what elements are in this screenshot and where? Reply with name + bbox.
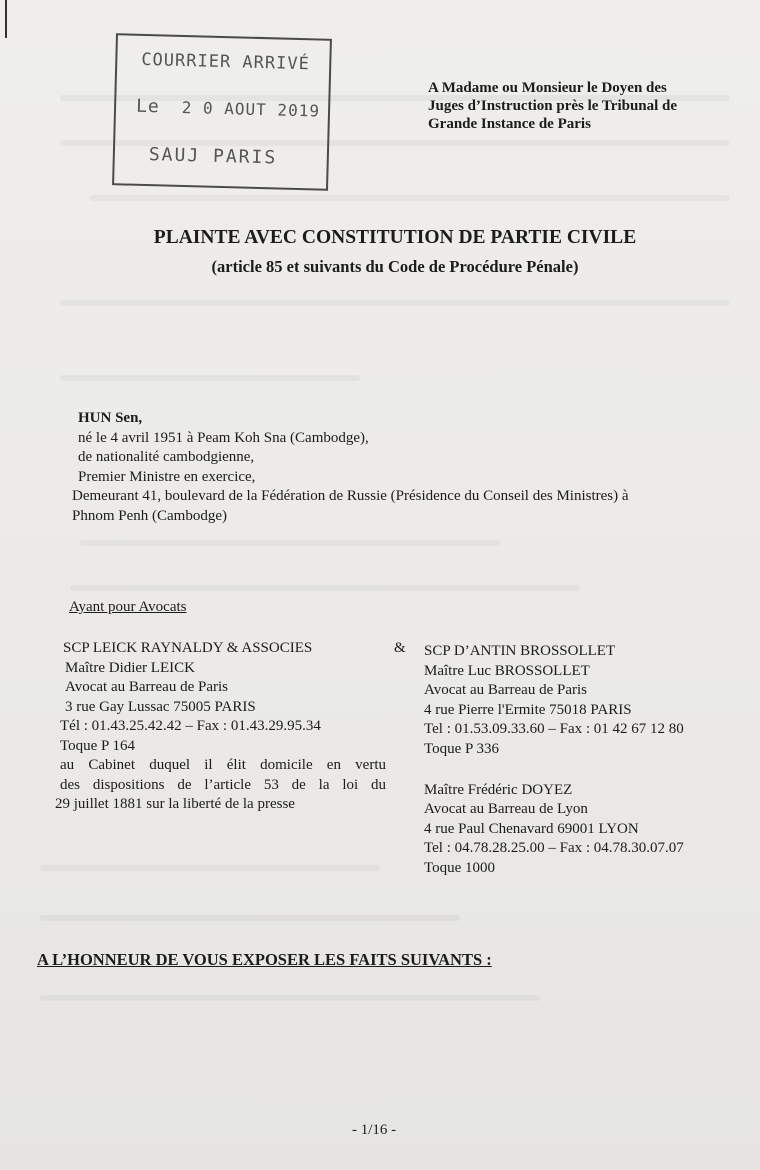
addressee-line: Grande Instance de Paris <box>428 116 591 132</box>
firm-toque-2: Toque 1000 <box>424 859 496 876</box>
spacer <box>424 760 754 781</box>
firm-name: SCP D’ANTIN BROSSOLLET <box>424 643 616 659</box>
bleed-through-line <box>40 995 540 1001</box>
lawyer-name-2: Maître Frédéric DOYEZ <box>424 781 573 798</box>
firm-toque: Toque P 336 <box>424 740 500 757</box>
lawyer-name: Maître Luc BROSSOLLET <box>424 662 590 679</box>
addressee-line: A Madame ou Monsieur le Doyen des <box>428 80 667 96</box>
plaintiff-name: HUN Sen, <box>78 410 143 426</box>
addressee-line: Juges d’Instruction près le Tribunal de <box>428 98 678 114</box>
bleed-through-line <box>40 865 380 871</box>
plaintiff-block <box>72 409 629 526</box>
lawyer-name: Maître Didier LEICK <box>65 659 195 676</box>
counsel-left-column <box>55 639 386 815</box>
stamp-line-2 <box>136 96 320 122</box>
domicile-line: au Cabinet duquel il élit domicile en vertu <box>60 757 386 773</box>
plaintiff-role: Premier Ministre en exercice, <box>78 468 256 485</box>
plaintiff-address-line-1: Demeurant 41, boulevard de la Fédération de Russie (Présidence du Conseil des Ministres) à <box>72 488 629 504</box>
bar-membership: Avocat au Barreau de Paris <box>65 679 228 695</box>
section-heading: A L’HONNEUR DE VOUS EXPOSER LES FAITS SUIVANTS : <box>37 950 492 969</box>
page-number: - 1/16 - <box>352 1122 397 1138</box>
firm-phone-fax-2: Tel : 04.78.28.25.00 – Fax : 04.78.30.07.07 <box>424 840 684 857</box>
ampersand: & <box>394 640 406 656</box>
bleed-through-line <box>40 915 460 921</box>
firm-phone-fax: Tel : 01.53.09.33.60 – Fax : 01 42 67 12 80 <box>424 721 684 738</box>
addressee-block <box>428 79 728 133</box>
firm-address-2: 4 rue Paul Chenavard 69001 LYON <box>424 820 639 837</box>
counsel-right-column <box>424 642 754 879</box>
document-subtitle: (article 85 et suivants du Code de Procédure Pénale) <box>211 257 579 276</box>
counsel-heading: Ayant pour Avocats <box>69 599 187 615</box>
firm-address: 3 rue Gay Lussac 75005 PARIS <box>65 698 256 715</box>
plaintiff-address-line-2: Phnom Penh (Cambodge) <box>72 507 227 524</box>
received-stamp <box>112 33 332 191</box>
bleed-through-line <box>90 195 730 201</box>
bleed-through-line <box>70 585 580 591</box>
page-edge-mark <box>5 0 7 38</box>
bleed-through-line <box>80 540 500 546</box>
stamp-date-label: Le <box>135 95 161 118</box>
domicile-line: des dispositions de l’article 53 de la loi du <box>60 776 386 793</box>
plaintiff-nationality: de nationalité cambodgienne, <box>78 449 255 465</box>
firm-phone-fax: Tél : 01.43.25.42.42 – Fax : 01.43.29.95.34 <box>60 718 321 734</box>
firm-toque: Toque P 164 <box>60 737 136 754</box>
stamp-date: 2 0 AOUT 2019 <box>181 97 321 121</box>
stamp-line-3: SAUJ PARIS <box>148 144 278 169</box>
bar-membership: Avocat au Barreau de Paris <box>424 682 587 699</box>
document-title: PLAINTE AVEC CONSTITUTION DE PARTIE CIVILE <box>153 227 637 248</box>
firm-name: SCP LEICK RAYNALDY & ASSOCIES <box>63 640 313 656</box>
stamp-line-1: COURRIER ARRIVÉ <box>141 49 311 75</box>
bleed-through-line <box>60 375 360 381</box>
firm-address: 4 rue Pierre l'Ermite 75018 PARIS <box>424 701 632 718</box>
plaintiff-birth: né le 4 avril 1951 à Peam Koh Sna (Cambodge), <box>78 429 369 446</box>
bleed-through-line <box>60 300 730 306</box>
bar-membership-2: Avocat au Barreau de Lyon <box>424 801 588 818</box>
domicile-line: 29 juillet 1881 sur la liberté de la presse <box>55 796 295 812</box>
